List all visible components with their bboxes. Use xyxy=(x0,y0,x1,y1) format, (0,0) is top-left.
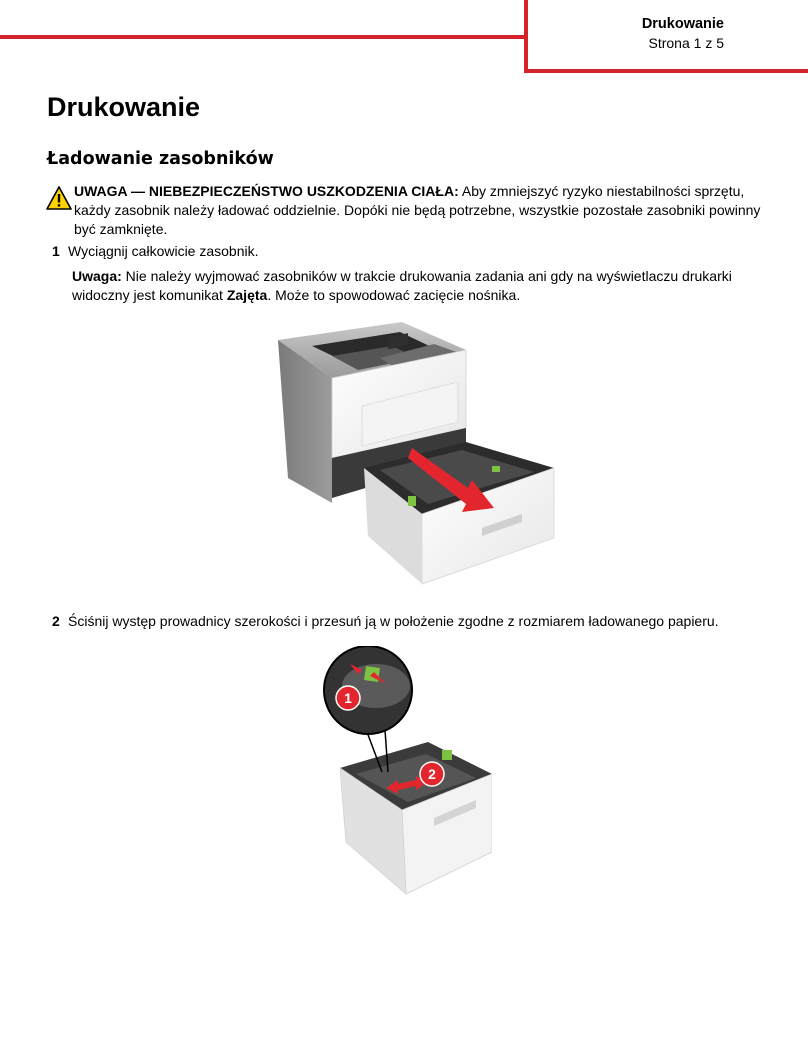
printer-tray-illustration xyxy=(272,318,558,588)
warning-body: Aby zmniejszyć ryzyko niestabilności sprzętu, każdy zasobnik należy ładować oddzielnie. Dopóki nie będą potrzebne, wszystkie pozostałe zasobniki powinny być zamknięte. xyxy=(74,183,761,237)
tray-guide-illustration xyxy=(316,646,492,896)
note-text-end: . Może to spowodować zacięcie nośnika. xyxy=(267,287,521,303)
header-rule-bottom xyxy=(524,69,808,73)
note xyxy=(72,267,772,305)
step-2 xyxy=(52,612,792,631)
callout-2: 2 xyxy=(428,766,436,782)
page-number: Strona 1 z 5 xyxy=(648,35,724,51)
header-rule-top xyxy=(0,35,528,39)
step-text: Ściśnij występ prowadnicy szerokości i przesuń ją w położenie zgodne z rozmiarem ładowanego papieru. xyxy=(68,613,719,629)
header-title: Drukowanie xyxy=(641,16,724,32)
callout-1: 1 xyxy=(344,690,352,706)
warning-notice xyxy=(46,182,766,239)
page-title: Drukowanie xyxy=(47,92,201,122)
section-title: Ładowanie zasobników xyxy=(47,149,274,169)
page-header xyxy=(528,0,808,69)
warning-triangle-icon xyxy=(46,186,72,210)
warning-text xyxy=(74,182,766,239)
step-text: Wyciągnij całkowicie zasobnik. xyxy=(68,243,259,259)
step-number: 1 xyxy=(52,243,60,259)
note-text: Nie należy wyjmować zasobników w trakcie drukowania zadania ani gdy na wyświetlaczu drukarki widoczny jest komunikat xyxy=(72,268,732,303)
warning-label: UWAGA — NIEBEZPIECZEŃSTWO USZKODZENIA CIAŁA: xyxy=(74,183,459,199)
step-1 xyxy=(52,242,259,261)
step-number: 2 xyxy=(52,613,60,629)
note-label: Uwaga: xyxy=(72,268,122,284)
note-keyword: Zajęta xyxy=(226,287,268,303)
